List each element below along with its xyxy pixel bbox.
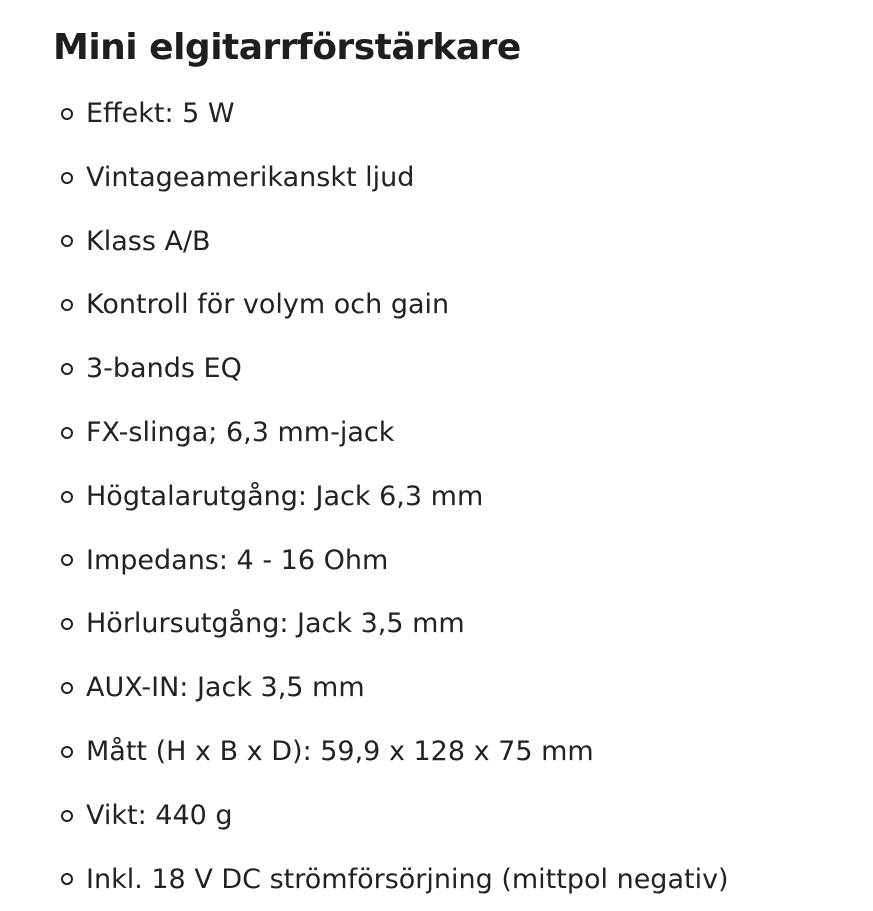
- list-item: [0, 273, 729, 337]
- list-item: [0, 848, 729, 911]
- spec-text: Inkl. 18 V DC strömförsörjning (mittpol negativ): [86, 863, 729, 895]
- circle-bullet-icon: [61, 554, 73, 566]
- spec-text: AUX-IN: Jack 3,5 mm: [86, 672, 365, 704]
- spec-list: [0, 82, 729, 911]
- spec-text: Hörlursutgång: Jack 3,5 mm: [86, 608, 465, 640]
- circle-bullet-icon: [61, 810, 73, 822]
- circle-bullet-icon: [61, 491, 73, 503]
- spec-text: Vikt: 440 g: [86, 799, 233, 831]
- spec-text: 3-bands EQ: [86, 353, 242, 385]
- page-title: Mini elgitarrförstärkare: [53, 27, 521, 68]
- spec-text: FX-slinga; 6,3 mm-jack: [86, 416, 395, 448]
- circle-bullet-icon: [61, 746, 73, 758]
- circle-bullet-icon: [61, 299, 73, 311]
- spec-text: Vintageamerikanskt ljud: [86, 161, 415, 193]
- list-item: [0, 337, 729, 401]
- list-item: [0, 592, 729, 656]
- list-item: [0, 146, 729, 210]
- circle-bullet-icon: [61, 427, 73, 439]
- circle-bullet-icon: [61, 363, 73, 375]
- list-item: [0, 465, 729, 529]
- list-item: [0, 401, 729, 465]
- spec-text: Mått (H x B x D): 59,9 x 128 x 75 mm: [86, 735, 594, 767]
- spec-text: Kontroll för volym och gain: [86, 289, 450, 321]
- circle-bullet-icon: [61, 108, 73, 120]
- list-item: [0, 210, 729, 274]
- spec-text: Klass A/B: [86, 225, 211, 257]
- list-item: [0, 82, 729, 146]
- circle-bullet-icon: [61, 682, 73, 694]
- circle-bullet-icon: [61, 873, 73, 885]
- spec-text: Effekt: 5 W: [86, 98, 235, 129]
- list-item: [0, 656, 729, 720]
- circle-bullet-icon: [61, 618, 73, 630]
- list-item: [0, 529, 729, 593]
- spec-text: Högtalarutgång: Jack 6,3 mm: [86, 480, 484, 512]
- circle-bullet-icon: [61, 235, 73, 247]
- list-item: [0, 784, 729, 848]
- spec-text: Impedans: 4 - 16 Ohm: [86, 544, 389, 576]
- circle-bullet-icon: [61, 172, 73, 184]
- list-item: [0, 720, 729, 784]
